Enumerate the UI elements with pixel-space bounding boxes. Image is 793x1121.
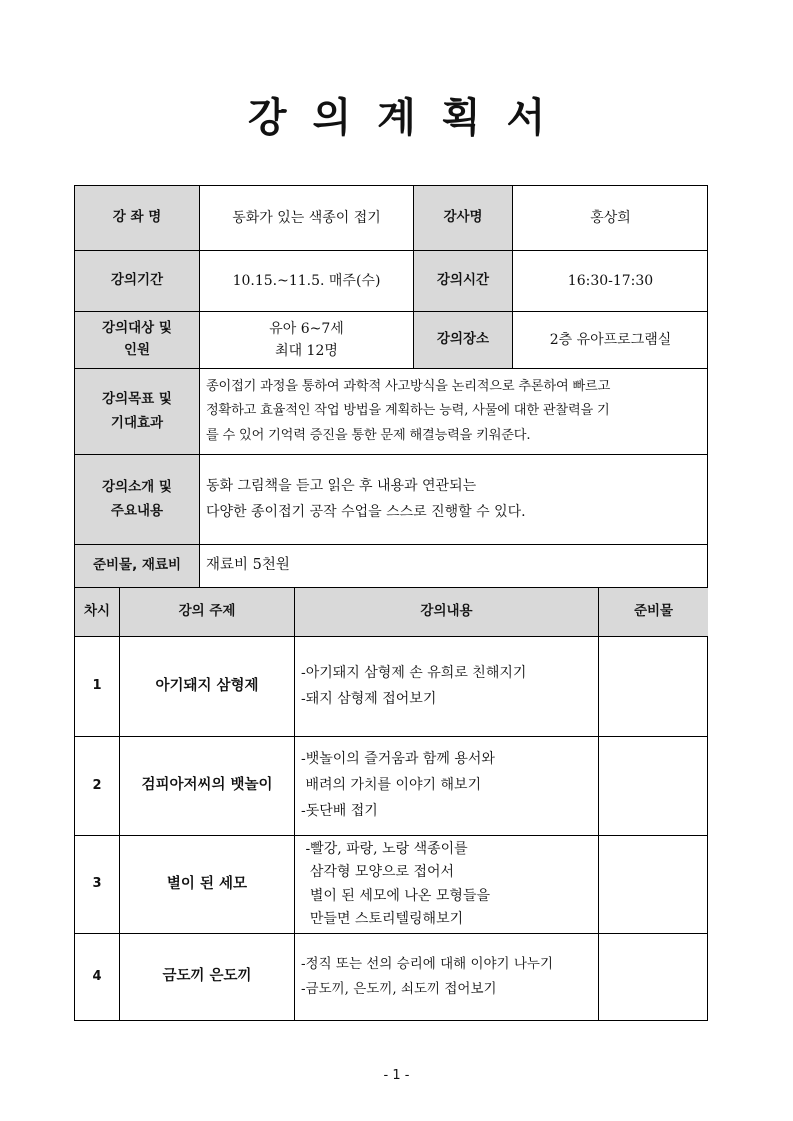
intro-label <box>75 455 200 545</box>
goal-label-line: 강의목표 및 <box>102 390 172 407</box>
goal-value-line: 종이접기 과정을 통하여 과학적 사고방식을 논리적으로 추론하여 빠르고 <box>206 378 611 394</box>
materials-value: 재료비 5천원 <box>200 545 708 588</box>
target-label <box>75 312 200 369</box>
page-title: 강의계획서 <box>247 95 572 141</box>
target-value-line: 유아 6~7세 <box>269 320 344 337</box>
intro-value-line: 동화 그림책을 듣고 읽은 후 내용과 연관되는 <box>206 477 477 494</box>
schedule-header-session: 차시 <box>75 588 120 637</box>
lecture-plan-table <box>74 185 708 1021</box>
place-value: 2층 유아프로그램실 <box>513 312 708 369</box>
session-content-line: -아기돼지 삼형제 손 유희로 친해지기 <box>301 664 527 681</box>
session-prep <box>599 637 708 737</box>
session-prep <box>599 737 708 836</box>
schedule-header-prep: 준비물 <box>599 588 708 637</box>
session-topic: 검피아저씨의 뱃놀이 <box>120 737 295 836</box>
target-label-line: 강의대상 및 <box>102 320 172 337</box>
time-label: 강의시간 <box>414 251 513 312</box>
target-value-line: 최대 12명 <box>275 343 338 359</box>
session-content <box>295 836 599 934</box>
place-label: 강의장소 <box>414 312 513 369</box>
intro-value <box>200 455 708 545</box>
session-prep <box>599 836 708 934</box>
session-content-line: -정직 또는 선의 승리에 대해 이야기 나누기 <box>301 956 554 973</box>
session-content <box>295 934 599 1020</box>
intro-value-line: 다양한 종이접기 공작 수업을 스스로 진행할 수 있다. <box>206 503 526 520</box>
session-content-line: 만들면 스토리텔링해보기 <box>301 910 464 927</box>
session-topic: 아기돼지 삼형제 <box>120 637 295 737</box>
session-topic: 별이 된 세모 <box>120 836 295 934</box>
target-label-line: 인원 <box>123 342 151 358</box>
page-number: - 1 - <box>383 1068 410 1083</box>
session-content-line: -돗단배 접기 <box>301 802 378 819</box>
goal-label-line: 기대효과 <box>110 414 164 431</box>
session-content-line: -뱃놀이의 즐거움과 함께 용서와 <box>301 751 495 768</box>
session-number: 1 <box>75 637 120 737</box>
time-value: 16:30-17:30 <box>513 251 708 312</box>
session-content <box>295 637 599 737</box>
session-content-line: -빨강, 파랑, 노랑 색종이를 <box>301 841 468 858</box>
session-content-line: 별이 된 세모에 나온 모형들을 <box>301 887 490 904</box>
session-content-line: 삼각형 모양으로 접어서 <box>301 864 455 881</box>
schedule-header-content: 강의내용 <box>295 588 599 637</box>
course-name-label: 강 좌 명 <box>75 186 200 251</box>
session-number: 3 <box>75 836 120 934</box>
course-name-value: 동화가 있는 색종이 접기 <box>200 186 414 251</box>
schedule-header-topic: 강의 주제 <box>120 588 295 637</box>
goal-label <box>75 369 200 455</box>
period-label: 강의기간 <box>75 251 200 312</box>
target-value <box>200 312 414 369</box>
session-content-line: -금도끼, 은도끼, 쇠도끼 접어보기 <box>301 981 497 997</box>
session-prep <box>599 934 708 1020</box>
goal-value-line: 를 수 있어 기억력 증진을 통한 문제 해결능력을 키워준다. <box>206 427 531 443</box>
session-number: 2 <box>75 737 120 836</box>
session-content <box>295 737 599 836</box>
intro-label-line: 강의소개 및 <box>102 478 172 495</box>
intro-label-line: 주요내용 <box>110 502 164 519</box>
period-value: 10.15.~11.5. 매주(수) <box>200 251 414 312</box>
session-content-line: 배려의 가치를 이야기 해보기 <box>301 777 482 794</box>
session-topic: 금도끼 은도끼 <box>120 934 295 1020</box>
session-content-line: -돼지 삼형제 접어보기 <box>301 690 437 707</box>
goal-value <box>200 369 708 455</box>
instructor-label: 강사명 <box>414 186 513 251</box>
instructor-value: 홍상희 <box>513 186 708 251</box>
goal-value-line: 정확하고 효율적인 작업 방법을 계획하는 능력, 사물에 대한 관찰력을 기 <box>206 403 610 419</box>
session-number: 4 <box>75 934 120 1020</box>
materials-label: 준비물, 재료비 <box>75 545 200 588</box>
